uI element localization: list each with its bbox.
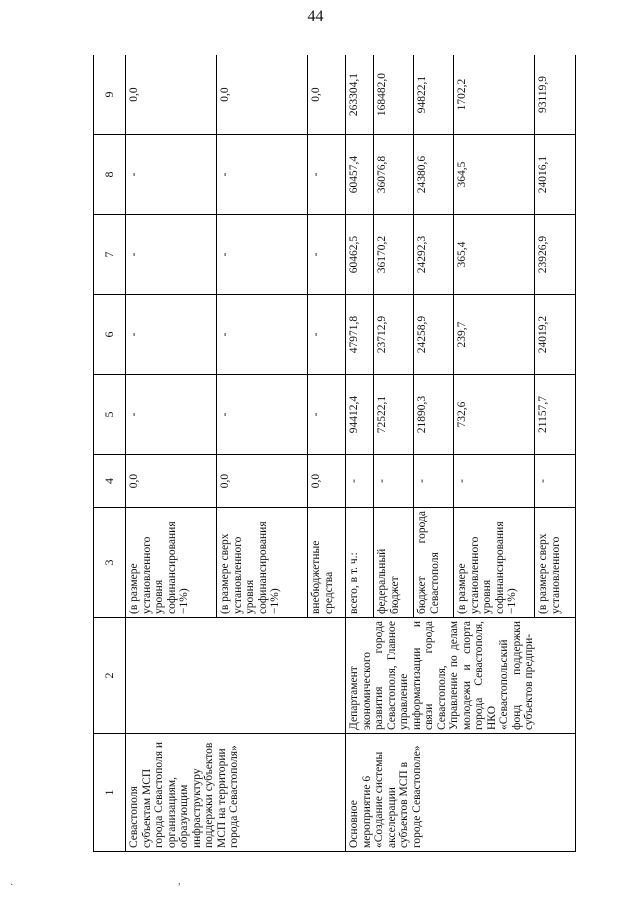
table-row — [126, 55, 217, 852]
value-cell: 24016,1 — [535, 135, 576, 215]
value-cell: - — [308, 215, 346, 295]
total-cell: 0,0 — [308, 55, 346, 135]
value-cell: - — [217, 135, 308, 215]
value-cell: - — [217, 295, 308, 375]
value-cell: 365,4 — [454, 215, 535, 295]
value-cell: 21157,7 — [535, 375, 576, 455]
funding-source-cell: федеральный бюджет — [374, 508, 414, 618]
value-cell: - — [535, 455, 576, 508]
value-cell: - — [308, 135, 346, 215]
value-cell: - — [414, 455, 454, 508]
value-cell: 23926,9 — [535, 215, 576, 295]
value-cell: 0,0 — [126, 455, 217, 508]
value-cell: - — [308, 295, 346, 375]
value-cell: 60462,5 — [346, 215, 374, 295]
table-header-row — [94, 55, 126, 852]
value-cell: 24258,9 — [414, 295, 454, 375]
value-cell: - — [126, 215, 217, 295]
table-row — [346, 55, 374, 852]
value-cell: 23712,9 — [374, 295, 414, 375]
scan-speck: · — [10, 880, 14, 891]
funding-source-cell: бюджет города Севастополя — [414, 508, 454, 618]
budget-table — [93, 55, 576, 852]
value-cell: - — [374, 455, 414, 508]
measure-name-cell: Севастополя субъектам МСП города Севастополя и организациям, образующим инфраструктуру поддержки субъектов МСП на территории города Севастополя» — [126, 734, 346, 852]
value-cell: - — [217, 215, 308, 295]
value-cell: 47971,8 — [346, 295, 374, 375]
value-cell: - — [308, 375, 346, 455]
value-cell: - — [126, 295, 217, 375]
column-header: 8 — [94, 135, 126, 215]
scan-speck: , — [178, 876, 181, 887]
total-cell: 0,0 — [217, 55, 308, 135]
funding-source-cell: (в размере установленного уровня софинансирования −1%) — [126, 508, 217, 618]
value-cell: 24019,2 — [535, 295, 576, 375]
value-cell: 60457,4 — [346, 135, 374, 215]
value-cell: 0,0 — [217, 455, 308, 508]
value-cell: 72522,1 — [374, 375, 414, 455]
column-header: 3 — [94, 508, 126, 618]
value-cell: 364,5 — [454, 135, 535, 215]
column-header: 1 — [94, 734, 126, 852]
total-cell: 168482,0 — [374, 55, 414, 135]
value-cell: 732,6 — [454, 375, 535, 455]
page-number: 44 — [307, 8, 324, 25]
value-cell: - — [217, 375, 308, 455]
value-cell: 36170,2 — [374, 215, 414, 295]
total-cell: 0,0 — [126, 55, 217, 135]
total-cell: 1702,2 — [454, 55, 535, 135]
value-cell: - — [126, 135, 217, 215]
funding-source-cell: внебюджетные средства — [308, 508, 346, 618]
column-header: 9 — [94, 55, 126, 135]
funding-source-cell: (в размере сверх установленного уровня софинансирования −1%) — [217, 508, 308, 618]
value-cell: - — [126, 375, 217, 455]
total-cell: 263304,1 — [346, 55, 374, 135]
total-cell: 93119,9 — [535, 55, 576, 135]
funding-source-cell: (в размере сверх установленного — [535, 508, 576, 618]
total-cell: 94822,1 — [414, 55, 454, 135]
funding-source-cell: (в размере установленного уровня софинансирования −1%) — [454, 508, 535, 618]
value-cell: 239,7 — [454, 295, 535, 375]
value-cell: - — [454, 455, 535, 508]
column-header: 5 — [94, 375, 126, 455]
column-header: 2 — [94, 618, 126, 734]
rotated-table-frame — [93, 55, 580, 852]
column-header: 4 — [94, 455, 126, 508]
value-cell: 21890,3 — [414, 375, 454, 455]
value-cell: 24292,3 — [414, 215, 454, 295]
column-header: 6 — [94, 295, 126, 375]
value-cell: 0,0 — [308, 455, 346, 508]
column-header: 7 — [94, 215, 126, 295]
rotated-table-sheet — [93, 55, 580, 852]
executor-cell: Департамент экономического развития города Севастополя, Главное управление информатизации и связи города Севастополя, Управление по делам молодежи и спорта города Севастополя, НКО «Севастопольский фонд поддержки субъектов предпри- — [346, 618, 576, 734]
value-cell: 24380,6 — [414, 135, 454, 215]
value-cell: - — [346, 455, 374, 508]
value-cell: 94412,4 — [346, 375, 374, 455]
value-cell: 36076,8 — [374, 135, 414, 215]
measure-name-cell: Основное мероприятие 6 «Создание системы акселерации субъектов МСП в городе Севастополе» — [346, 734, 576, 852]
executor-cell — [126, 618, 346, 734]
funding-source-cell: всего, в т. ч.: — [346, 508, 374, 618]
